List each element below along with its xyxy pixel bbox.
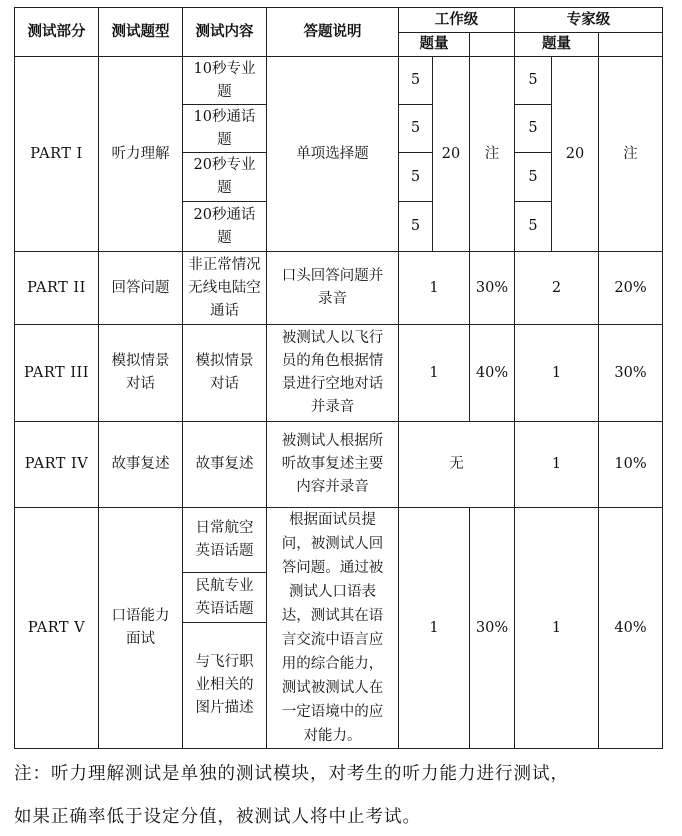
test-structure-table	[14, 7, 663, 749]
part3-work-q: 1	[399, 325, 470, 422]
header-expert-blank	[599, 33, 663, 57]
part5-type: 口语能力面试	[99, 508, 183, 749]
part5-item: 民航专业英语话题	[183, 573, 266, 623]
table-row-part5	[15, 508, 663, 749]
part1-type: 听力理解	[99, 57, 183, 252]
part2-work-pct: 30%	[470, 252, 515, 325]
part5-item: 日常航空英语话题	[183, 508, 266, 573]
part2-expert-pct: 20%	[599, 252, 663, 325]
header-work-blank	[470, 33, 515, 57]
header-part: 测试部分	[15, 8, 99, 57]
part2-expert-q: 2	[515, 252, 599, 325]
part4-expert-q: 1	[515, 422, 599, 508]
part5-work-q: 1	[399, 508, 470, 749]
part1-work-note: 注	[470, 57, 515, 252]
part1-item: 20秒通话题	[193, 206, 256, 246]
part2-type: 回答问题	[99, 252, 183, 325]
part3-work-pct: 40%	[470, 325, 515, 422]
table-row-part1	[15, 57, 663, 252]
part1-label: PART I	[15, 57, 99, 252]
part5-work-pct: 30%	[470, 508, 515, 749]
part4-expert-pct: 10%	[599, 422, 663, 508]
part1-item: 10秒专业题	[183, 57, 266, 105]
part3-content: 模拟情景对话	[183, 325, 267, 422]
header-work-qcount: 题量	[399, 33, 470, 57]
part3-expert-pct: 30%	[599, 325, 663, 422]
part1-work-q-cell: 5	[399, 105, 432, 153]
part1-expert-q	[515, 57, 552, 252]
part1-expert-note: 注	[599, 57, 663, 252]
part1-work-q-cell: 5	[399, 57, 432, 105]
table-row-part4	[15, 422, 663, 508]
header-desc: 答题说明	[267, 8, 399, 57]
part3-desc: 被测试人以飞行员的角色根据情景进行空地对话并录音	[267, 325, 399, 422]
header-expert-qcount: 题量	[515, 33, 599, 57]
part2-work-q: 1	[399, 252, 470, 325]
part2-desc: 口头回答问题并录音	[267, 252, 399, 325]
part2-label: PART II	[15, 252, 99, 325]
part1-desc: 单项选择题	[267, 57, 399, 252]
part4-content: 故事复述	[183, 422, 267, 508]
part3-type: 模拟情景对话	[99, 325, 183, 422]
part5-label: PART V	[15, 508, 99, 749]
part1-items	[183, 57, 267, 252]
part3-label: PART III	[15, 325, 99, 422]
part5-desc: 根据面试员提问，被测试人回答问题。通过被测试人口语表达，测试其在语言交流中语言应用的综合能力，测试被测试人在一定语境中的应对能力。	[267, 508, 399, 749]
part4-label: PART IV	[15, 422, 99, 508]
part4-work: 无	[399, 422, 515, 508]
footnote-line1: 注：听力理解测试是单独的测试模块，对考生的听力能力进行测试，	[14, 764, 569, 784]
part1-expert-q-cell: 5	[528, 218, 538, 234]
part1-expert-total: 20	[552, 57, 599, 252]
footnote-line2: 如果正确率低于设定分值，被测试人将中止考试。	[14, 807, 421, 827]
part1-item: 20秒专业题	[183, 153, 266, 202]
part4-desc: 被测试人根据所听故事复述主要内容并录音	[267, 422, 399, 508]
part1-expert-q-cell: 5	[515, 105, 551, 153]
part5-item: 与飞行职业相关的图片描述	[195, 654, 254, 716]
header-expert-level: 专家级	[515, 8, 663, 33]
part5-expert-q: 1	[515, 508, 599, 749]
part1-work-q-cell: 5	[399, 153, 432, 202]
part1-item: 10秒通话题	[183, 105, 266, 153]
header-work-level: 工作级	[399, 8, 515, 33]
header-type: 测试题型	[99, 8, 183, 57]
part3-expert-q: 1	[515, 325, 599, 422]
part4-type: 故事复述	[99, 422, 183, 508]
part1-work-q-cell: 5	[410, 218, 421, 234]
table-row-part2	[15, 252, 663, 325]
part1-work-total: 20	[433, 57, 470, 252]
header-content: 测试内容	[183, 8, 267, 57]
part1-expert-q-cell: 5	[515, 153, 551, 202]
part2-content: 非正常情况无线电陆空通话	[183, 252, 267, 325]
part1-expert-q-cell: 5	[515, 57, 551, 105]
table-row-part3	[15, 325, 663, 422]
part1-work-q	[399, 57, 433, 252]
part5-expert-pct: 40%	[599, 508, 663, 749]
part5-items	[183, 508, 267, 749]
